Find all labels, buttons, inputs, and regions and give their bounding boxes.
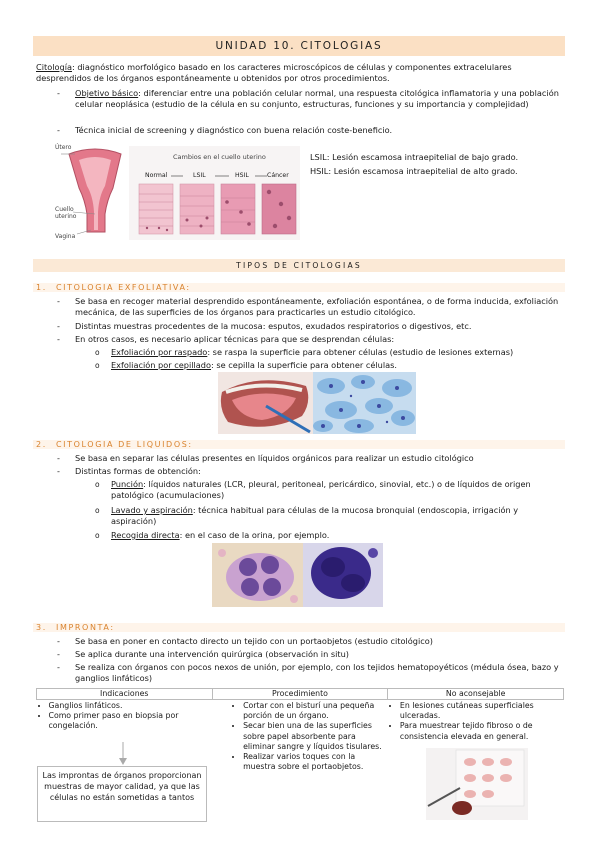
figure-caption: Cambios en el cuello uterino (173, 153, 266, 161)
exfoliative-cells-photo (313, 372, 416, 434)
stage-hsil: HSIL (235, 172, 249, 179)
page-title: UNIDAD 10. CITOLOGIAS (33, 36, 565, 56)
s1-bullet-2: - Distintas muestras procedentes de la mucosa: esputos, exudados respiratorios o digestivos, etc. (75, 321, 565, 332)
intro-bullet-1: - Objetivo básico: diferenciar entre una población celular normal, una respuesta citológica inflamatoria y una población celular neoplásica (estudio de la célula en su conjunto, estructuras, funciones y su importancia y complejidad) (75, 88, 565, 111)
liquid-cytology-photo-1 (212, 543, 303, 607)
s2-sub-2: o Lavado y aspiración: técnica habitual para células de la mucosa bronquial (endoscopia, irrigación y aspiración) (111, 505, 566, 528)
s2-bullet-2: - Distintas formas de obtención: (75, 466, 565, 477)
s1-bullet-3: - En otros casos, es necesario aplicar técnicas para que se desprendan células: (75, 334, 565, 345)
header-no-aconsejable: No aconsejable (388, 689, 564, 700)
stage-cancer: Cáncer (267, 172, 289, 179)
lesion-lsil: LSIL: Lesión escamosa intraepitelial de bajo grado. (310, 152, 519, 162)
s1-sub-2: o Exfoliación por cepillado: se cepilla la superficie para obtener células. (111, 360, 566, 371)
header-procedimiento: Procedimiento (212, 689, 388, 700)
label-utero: Útero (55, 144, 72, 151)
s3-bullet-3: - Se realiza con órganos con pocos nexos de unión, por ejemplo, con los tejidos hematopoyéticos (médula ósea, bazo y ganglios linfáticos) (75, 662, 565, 685)
impronta-note: Las improntas de órganos proporcionan muestras de mayor calidad, ya que las células no están sometidas a tantos (37, 766, 207, 822)
list-item: • Realizar varios toques con la muestra sobre el portaobjetos. (243, 752, 385, 772)
list-item: • Para muestrear tejido fibroso o de consistencia elevada en general. (400, 721, 561, 741)
s1-bullet-1: - Se basa en recoger material desprendido espontáneamente, exfoliación espontánea, o de forma inducida, exfoliación mecánica, de las superficies de los órganos para practicarles un estudio citológico. (75, 296, 565, 319)
header-indicaciones: Indicaciones (37, 689, 213, 700)
intro-text: : diagnóstico morfológico basado en los caracteres microscópicos de células y componentes extracelulares desprendidos de los órganos espontáneamente u obtenidos por otros procedimientos. (36, 62, 512, 84)
section-1-title: CITOLOGIA EXFOLIATIVA: (56, 283, 191, 292)
label-vagina: Vagina (55, 233, 76, 240)
section-2-number: 2. (36, 440, 47, 449)
impronta-slide-photo (426, 748, 528, 820)
list-item: • Ganglios linfáticos. (49, 701, 210, 711)
section-2-title: CITOLOGIA DE LIQUIDOS: (56, 440, 193, 449)
list-item: • Cortar con el bisturí una pequeña porción de un órgano. (243, 701, 385, 721)
section-3-title: IMPRONTA: (56, 623, 115, 632)
col-procedimiento (212, 700, 388, 774)
list-item: • Como primer paso en biopsia por congelación. (49, 711, 210, 731)
s2-sub-3: o Recogida directa: en el caso de la orina, por ejemplo. (111, 530, 566, 541)
s2-bullet-1: - Se basa en separar las células presentes en líquidos orgánicos para realizar un estudio citológico (75, 453, 565, 464)
list-item: • En lesiones cutáneas superficiales ulceradas. (400, 701, 561, 721)
s3-bullet-2: - Se aplica durante una intervención quirúrgica (observación in situ) (75, 649, 565, 660)
intro-bullet-2: - Técnica inicial de screening y diagnóstico con buena relación coste-beneficio. (75, 125, 565, 136)
cervix-changes-figure (55, 140, 300, 242)
s1-sub-1: o Exfoliación por raspado: se raspa la superficie para obtener células (estudio de lesiones externas) (111, 347, 566, 358)
intro-lead: Citología (36, 62, 72, 72)
brushing-photo (218, 372, 313, 434)
intro-paragraph (36, 62, 566, 85)
arrow-down-icon (118, 742, 128, 766)
liquid-cytology-photo-2 (303, 543, 383, 607)
label-cuello: Cuello uterino (55, 206, 77, 220)
s3-bullet-1: - Se basa en poner en contacto directo un tejido con un portaobjetos (estudio citológico) (75, 636, 565, 647)
stage-lsil: LSIL (193, 172, 206, 179)
stage-normal: Normal (145, 172, 168, 179)
section-3-number: 3. (36, 623, 47, 632)
lesion-hsil: HSIL: Lesión escamosa intraepitelial de alto grado. (310, 166, 518, 176)
list-item: • Secar bien una de las superficies sobre papel absorbente para eliminar sangre y líquidos tisulares. (243, 721, 385, 752)
types-heading: TIPOS DE CITOLOGIAS (236, 261, 362, 270)
s2-sub-1: o Punción: líquidos naturales (LCR, pleural, peritoneal, pericárdico, sinovial, etc.) o de líquidos de origen patológico (acumulaciones) (111, 479, 566, 502)
section-1-number: 1. (36, 283, 47, 292)
